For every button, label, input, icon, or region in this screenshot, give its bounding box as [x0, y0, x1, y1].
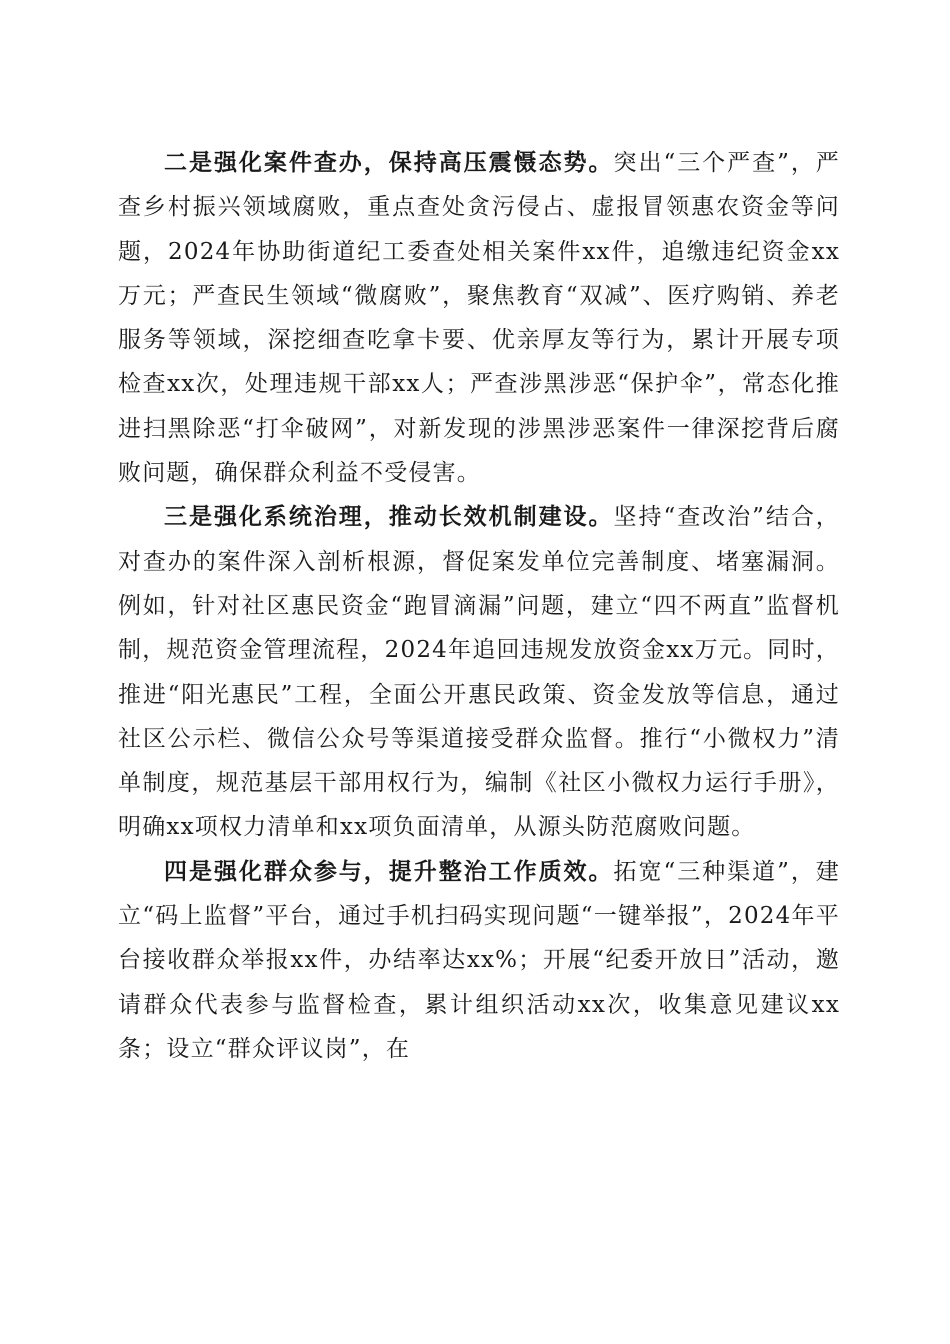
paragraph-lead: 二是强化案件查办，保持高压震慑态势。 [164, 149, 614, 176]
paragraph-public-participation [118, 850, 840, 1071]
paragraph-text: 突出“三个严查”，严查乡村振兴领域腐败，重点查处贪污侵占、虚报冒领惠农资金等问题，2024年协助街道纪工委查处相关案件xx件，追缴违纪资金xx万元；严查民生领域“微腐败”，聚焦教育“双减”、医疗购销、养老服务等领域，深挖细查吃拿卡要、优亲厚友等行为，累计开展专项检查xx次，处理违规干部xx人；严查涉黑涉恶“保护伞”，常态化推进扫黑除恶“打伞破网”，对新发现的涉黑涉恶案件一律深挖背后腐败问题，确保群众利益不受侵害。 [118, 150, 840, 487]
document-body [118, 141, 840, 1071]
paragraph-lead: 四是强化群众参与，提升整治工作质效。 [164, 857, 614, 885]
paragraph-case-investigation [118, 141, 840, 495]
paragraph-system-governance [118, 495, 840, 849]
paragraph-text: 坚持“查改治”结合，对查办的案件深入剖析根源，督促案发单位完善制度、堵塞漏洞。例如，针对社区惠民资金“跑冒滴漏”问题，建立“四不两直”监督机制，规范资金管理流程，2024年追回违规发放资金xx万元。同时，推进“阳光惠民”工程，全面公开惠民政策、资金发放等信息，通过社区公示栏、微信公众号等渠道接受群众监督。推行“小微权力”清单制度，规范基层干部用权行为，编制《社区小微权力运行手册》，明确xx项权力清单和xx项负面清单，从源头防范腐败问题。 [118, 504, 840, 841]
paragraph-lead: 三是强化系统治理，推动长效机制建设。 [164, 503, 614, 531]
paragraph-text: 拓宽“三种渠道”，建立“码上监督”平台，通过手机扫码实现问题“一键举报”，2024年平台接收群众举报xx件，办结率达xx%；开展“纪委开放日”活动，邀请群众代表参与监督检查，累计组织活动xx次，收集意见建议xx条；设立“群众评议岗”，在 [118, 858, 840, 1062]
